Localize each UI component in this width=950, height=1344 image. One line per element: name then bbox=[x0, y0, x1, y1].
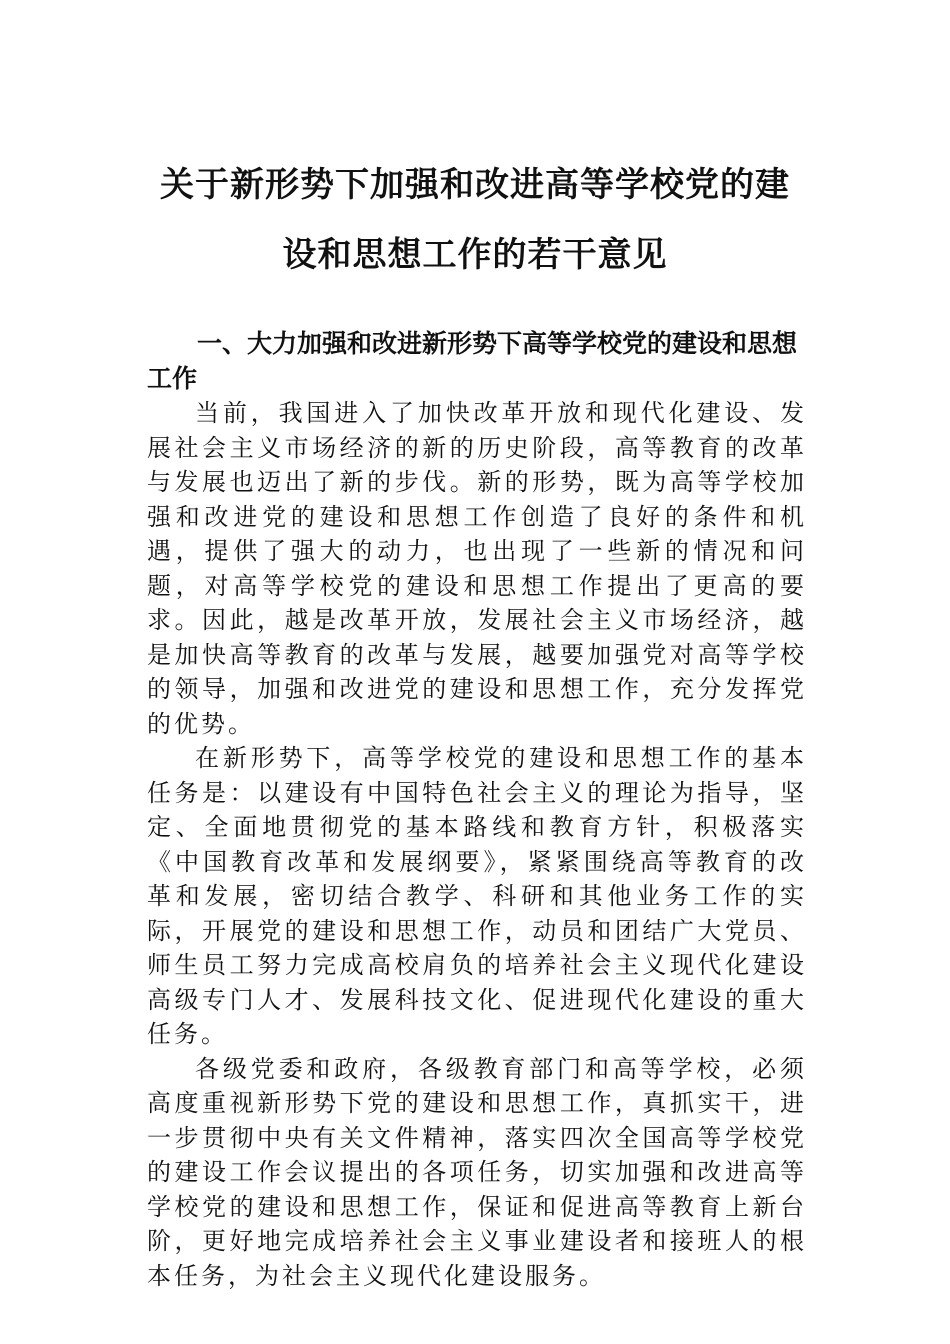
document-body bbox=[147, 327, 807, 1293]
paragraph-3: 各级党委和政府，各级教育部门和高等学校，必须高度重视新形势下党的建设和思想工作，真抓实干，进一步贯彻中央有关文件精神，落实四次全国高等学校党的建设工作会议提出的各项任务，切实加强和改进高等学校党的建设和思想工作，保证和促进高等教育上新台阶，更好地完成培养社会主义事业建设者和接班人的根本任务，为社会主义现代化建设服务。 bbox=[147, 1054, 807, 1290]
document-title bbox=[100, 150, 850, 290]
title-line-1: 关于新形势下加强和改进高等学校党的建 bbox=[160, 165, 790, 205]
section-heading: 一、大力加强和改进新形势下高等学校党的建设和思想工作 bbox=[147, 329, 798, 393]
title-line-2: 设和思想工作的若干意见 bbox=[282, 235, 668, 275]
paragraph-2: 在新形势下，高等学校党的建设和思想工作的基本任务是：以建设有中国特色社会主义的理论为指导，坚定、全面地贯彻党的基本路线和教育方针，积极落实《中国教育改革和发展纲要》，紧紧围绕高等教育的改革和发展，密切结合教学、科研和其他业务工作的实际，开展党的建设和思想工作，动员和团结广大党员、师生员工努力完成高校肩负的培养社会主义现代化建设高级专门人才、发展科技文化、促进现代化建设的重大任务。 bbox=[147, 744, 807, 1048]
paragraph-1: 当前，我国进入了加快改革开放和现代化建设、发展社会主义市场经济的新的历史阶段，高等教育的改革与发展也迈出了新的步伐。新的形势，既为高等学校加强和改进党的建设和思想工作创造了良好的条件和机遇，提供了强大的动力，也出现了一些新的情况和问题，对高等学校党的建设和思想工作提出了更高的要求。因此，越是改革开放，发展社会主义市场经济，越是加快高等教育的改革与发展，越要加强党对高等学校的领导，加强和改进党的建设和思想工作，充分发挥党的优势。 bbox=[147, 399, 807, 738]
